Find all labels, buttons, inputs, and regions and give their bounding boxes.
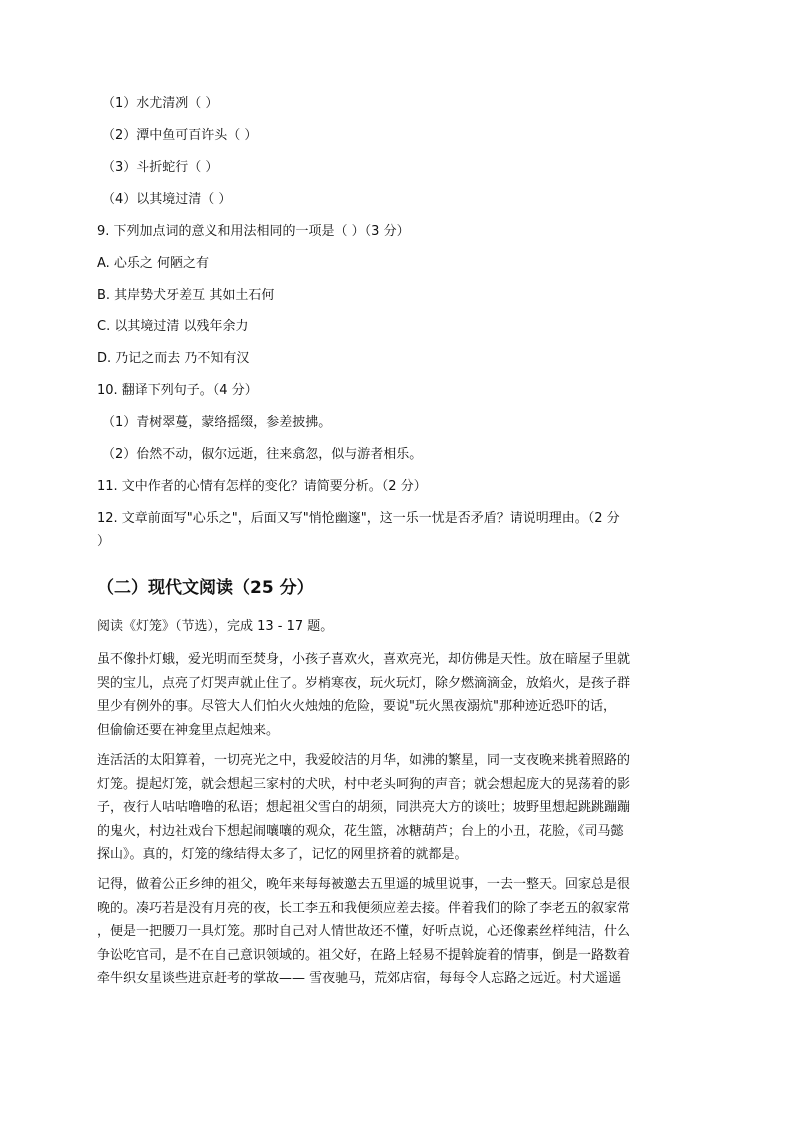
paragraph-line: 牵牛织女星谈些进京赶考的掌故—— 雪夜驰马，荒郊店宿，每每令人忘路之远近。村犬遥遥 bbox=[97, 971, 622, 987]
q9-option-d: D. 乃记之而去 乃不知有汉 bbox=[97, 351, 250, 366]
q9-stem: 9. 下列加点词的意义和用法相同的一项是（ ）（3 分） bbox=[97, 224, 410, 239]
q8-item-1: （1）水尤清冽（ ） bbox=[102, 96, 219, 111]
paragraph-line: 但偷偷还要在神龛里点起烛来。 bbox=[97, 722, 280, 738]
paragraph-line: 虽不像扑灯蛾，爱光明而至焚身，小孩子喜欢火，喜欢亮光，却仿佛是天性。放在暗屋子里就 bbox=[97, 652, 631, 667]
paragraph-line: 子，夜行人咕咕噜噜的私语；想起祖父雪白的胡须，同洪亮大方的谈吐；坡野里想起跳跳蹦蹦 bbox=[97, 800, 631, 816]
q12-stem-line-1: 12. 文章前面写"心乐之"，后面又写"悄怆幽邃"，这一乐一忧是否矛盾？请说明理由。（2 分 bbox=[97, 511, 620, 526]
paragraph-line: 争讼吃官司，是不在自己意识领域的。祖父好，在路上轻易不提斡旋着的情事，倒是一路数着 bbox=[97, 947, 631, 963]
q9-option-c: C. 以其境过清 以残年余力 bbox=[97, 319, 249, 334]
paragraph-line: 的鬼火，村边社戏台下想起闹嚷嚷的观众，花生篮，冰糖葫芦；台上的小丑，花脸，《司马懿 bbox=[97, 823, 624, 839]
section-heading: （二）现代文阅读（25 分） bbox=[97, 578, 314, 598]
paragraph-line: 晚的。凑巧若是没有月亮的夜，长工李五和我便须应差去接。伴着我们的除了李老五的叙家常 bbox=[97, 900, 631, 916]
paragraph-3 bbox=[97, 873, 697, 991]
paragraph-line: 探山》。真的，灯笼的缘结得太多了，记忆的网里挤着的就都是。 bbox=[97, 847, 468, 863]
q10-item-1: （1）青树翠蔓，蒙络摇缀，参差披拂。 bbox=[102, 415, 332, 430]
q8-item-2: （2）潭中鱼可百许头（ ） bbox=[102, 128, 258, 143]
q9-option-b: B. 其岸势犬牙差互 其如土石何 bbox=[97, 288, 275, 303]
paragraph-line: 哭的宝儿，点亮了灯哭声就止住了。岁梢寒夜，玩火玩灯，除夕燃滴滴金，放焰火，是孩子群 bbox=[97, 675, 631, 691]
paragraph-2 bbox=[97, 749, 697, 867]
q10-item-2: （2）佁然不动，俶尔远逝，往来翕忽，似与游者相乐。 bbox=[102, 447, 423, 462]
q10-stem: 10. 翻译下列句子。（4 分） bbox=[97, 383, 258, 398]
paragraph-1 bbox=[97, 648, 697, 742]
paragraph-line: 里少有例外的事。尽管大人们怕火火烛烛的危险，要说"玩火黑夜溺炕"那种迹近恐吓的话， bbox=[97, 699, 616, 715]
q11-stem: 11. 文中作者的心情有怎样的变化？请简要分析。（2 分） bbox=[97, 479, 427, 494]
paragraph-line: 连活活的太阳算着，一切亮光之中，我爱皎洁的月华，如沸的繁星，同一支夜晚来挑着照路的 bbox=[97, 753, 631, 768]
paragraph-line: ，便是一把腰刀一具灯笼。那时自己对人情世故还不懂，好听点说，心还像素丝样纯洁，什么 bbox=[97, 924, 631, 940]
q9-option-a: A. 心乐之 何陋之有 bbox=[97, 256, 210, 271]
q12-stem-line-2: ） bbox=[97, 534, 111, 549]
q8-item-3: （3）斗折蛇行（ ） bbox=[102, 160, 219, 175]
q8-item-4: （4）以其境过清（ ） bbox=[102, 192, 232, 207]
paragraph-line: 记得，做着公正乡绅的祖父，晚年来每每被邀去五里遥的城里说事，一去一整天。回家总是很 bbox=[97, 877, 631, 892]
section-intro: 阅读《灯笼》（节选），完成 13 - 17 题。 bbox=[97, 619, 334, 634]
paragraph-line: 灯笼。提起灯笼，就会想起三家村的犬吠，村中老头呵狗的声音；就会想起庞大的晃荡着的影 bbox=[97, 776, 631, 792]
